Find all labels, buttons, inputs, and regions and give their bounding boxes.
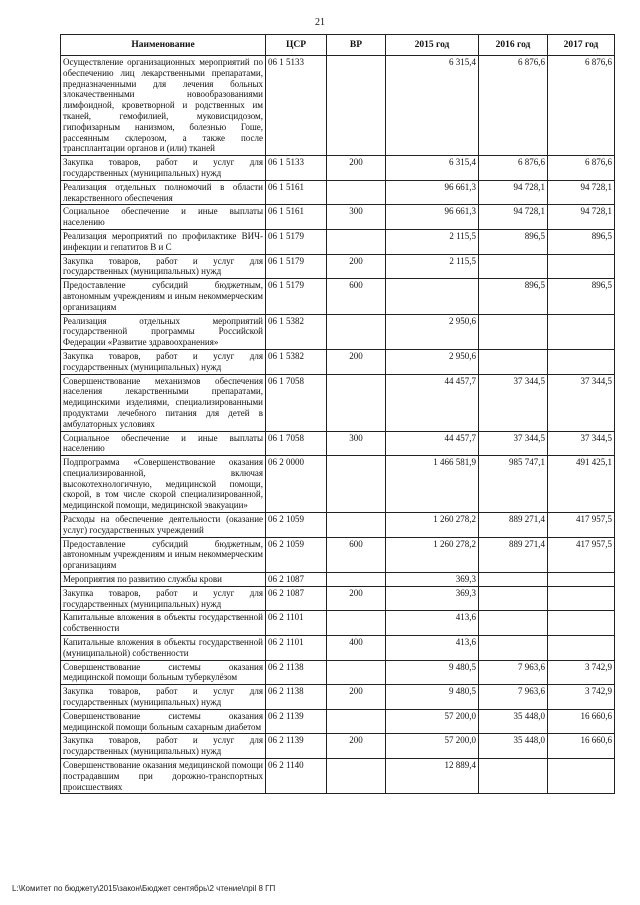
row-csr-cell: 06 2 1138 — [266, 685, 327, 710]
row-2015-cell: 1 260 278,2 — [386, 537, 479, 572]
row-vr-cell: 600 — [327, 279, 386, 314]
row-name-cell: Совершенствование оказания медицинской помощи пострадавшим при дорожно-транспортных происшествиях — [61, 759, 266, 794]
table-row — [61, 513, 615, 538]
row-2015-cell: 369,3 — [386, 586, 479, 611]
row-name-cell: Закупка товаров, работ и услуг для государственных (муниципальных) нужд — [61, 349, 266, 374]
row-name-cell: Предоставление субсидий бюджетным, автономным учреждениям и иным некоммерческим организациям — [61, 537, 266, 572]
row-name-cell: Закупка товаров, работ и услуг для государственных (муниципальных) нужд — [61, 586, 266, 611]
row-2017-cell — [548, 636, 615, 661]
row-name-cell: Реализация отдельных мероприятий государственной программы Российской Федерации «Развитие здравоохранения» — [61, 314, 266, 349]
row-name-cell: Совершенствование механизмов обеспечения населения лекарственными препаратами, медицинскими изделиями, специализированными продуктами лечебного питания для детей в амбулаторных условиях — [61, 374, 266, 431]
row-2015-cell: 2 115,5 — [386, 229, 479, 254]
table-row — [61, 573, 615, 587]
row-csr-cell: 06 1 5382 — [266, 349, 327, 374]
table-row — [61, 374, 615, 431]
row-name-cell: Капитальные вложения в объекты государственной собственности — [61, 611, 266, 636]
row-2016-cell: 7 963,6 — [479, 685, 548, 710]
row-2015-cell: 1 466 581,9 — [386, 456, 479, 513]
row-vr-cell — [327, 709, 386, 734]
header-2015: 2015 год — [386, 35, 479, 56]
row-2016-cell: 37 344,5 — [479, 374, 548, 431]
row-2017-cell — [548, 254, 615, 279]
row-2017-cell: 3 742,9 — [548, 685, 615, 710]
row-vr-cell — [327, 180, 386, 205]
row-vr-cell — [327, 456, 386, 513]
row-vr-cell: 200 — [327, 156, 386, 181]
row-2017-cell: 37 344,5 — [548, 431, 615, 456]
row-2015-cell: 2 115,5 — [386, 254, 479, 279]
row-2015-cell — [386, 279, 479, 314]
row-2016-cell: 896,5 — [479, 229, 548, 254]
row-2017-cell — [548, 349, 615, 374]
row-name-cell: Подпрограмма «Совершенствование оказания специализированной, включая высокотехнологичную, медицинской помощи, скорой, в том числе скорой специализированной, медицинской помощи, медицинской эвакуации» — [61, 456, 266, 513]
row-csr-cell: 06 1 5133 — [266, 56, 327, 156]
row-2016-cell — [479, 349, 548, 374]
row-2016-cell: 94 728,1 — [479, 180, 548, 205]
row-name-cell: Предоставление субсидий бюджетным, автономным учреждениям и иным некоммерческим организациям — [61, 279, 266, 314]
row-2015-cell: 6 315,4 — [386, 56, 479, 156]
row-vr-cell: 400 — [327, 636, 386, 661]
row-csr-cell: 06 2 1087 — [266, 586, 327, 611]
table-row — [61, 279, 615, 314]
row-name-cell: Закупка товаров, работ и услуг для государственных (муниципальных) нужд — [61, 156, 266, 181]
table-row — [61, 314, 615, 349]
row-2015-cell: 96 661,3 — [386, 180, 479, 205]
row-vr-cell: 200 — [327, 349, 386, 374]
row-2015-cell: 413,6 — [386, 611, 479, 636]
row-vr-cell: 200 — [327, 685, 386, 710]
row-vr-cell: 300 — [327, 205, 386, 230]
row-2016-cell: 37 344,5 — [479, 431, 548, 456]
row-vr-cell — [327, 314, 386, 349]
row-2017-cell: 491 425,1 — [548, 456, 615, 513]
row-2017-cell: 94 728,1 — [548, 180, 615, 205]
row-2017-cell: 896,5 — [548, 279, 615, 314]
row-csr-cell: 06 2 1140 — [266, 759, 327, 794]
row-vr-cell — [327, 374, 386, 431]
row-2015-cell: 9 480,5 — [386, 660, 479, 685]
row-name-cell: Расходы на обеспечение деятельности (оказание услуг) государственных учреждений — [61, 513, 266, 538]
row-2015-cell: 96 661,3 — [386, 205, 479, 230]
table-row — [61, 349, 615, 374]
row-name-cell: Совершенствование системы оказания медицинской помощи больным сахарным диабетом — [61, 709, 266, 734]
row-2015-cell: 9 480,5 — [386, 685, 479, 710]
row-vr-cell — [327, 573, 386, 587]
row-csr-cell: 06 1 5179 — [266, 229, 327, 254]
row-2017-cell: 3 742,9 — [548, 660, 615, 685]
row-2015-cell: 1 260 278,2 — [386, 513, 479, 538]
row-vr-cell — [327, 513, 386, 538]
row-vr-cell: 300 — [327, 431, 386, 456]
row-csr-cell: 06 2 1101 — [266, 636, 327, 661]
row-2016-cell: 6 876,6 — [479, 156, 548, 181]
table-row — [61, 759, 615, 794]
row-name-cell: Реализация мероприятий по профилактике ВИЧ-инфекции и гепатитов B и C — [61, 229, 266, 254]
row-vr-cell: 600 — [327, 537, 386, 572]
row-2016-cell — [479, 314, 548, 349]
table-header-row — [61, 35, 615, 56]
row-2016-cell: 896,5 — [479, 279, 548, 314]
header-2017: 2017 год — [548, 35, 615, 56]
row-2017-cell: 417 957,5 — [548, 513, 615, 538]
row-2016-cell: 985 747,1 — [479, 456, 548, 513]
row-csr-cell: 06 2 1139 — [266, 734, 327, 759]
row-csr-cell: 06 1 5179 — [266, 254, 327, 279]
row-2015-cell: 57 200,0 — [386, 734, 479, 759]
row-csr-cell: 06 1 5161 — [266, 180, 327, 205]
table-row — [61, 56, 615, 156]
budget-table — [60, 34, 615, 794]
row-csr-cell: 06 1 5179 — [266, 279, 327, 314]
row-csr-cell: 06 2 1087 — [266, 573, 327, 587]
row-vr-cell — [327, 56, 386, 156]
row-2017-cell — [548, 314, 615, 349]
row-csr-cell: 06 2 1101 — [266, 611, 327, 636]
table-row — [61, 611, 615, 636]
row-2017-cell: 896,5 — [548, 229, 615, 254]
row-name-cell: Совершенствование системы оказания медицинской помощи больным туберкулёзом — [61, 660, 266, 685]
row-name-cell: Реализация отдельных полномочий в области лекарственного обеспечения — [61, 180, 266, 205]
table-body — [61, 56, 615, 794]
row-2017-cell — [548, 759, 615, 794]
row-2016-cell — [479, 586, 548, 611]
row-2015-cell: 44 457,7 — [386, 431, 479, 456]
table-row — [61, 537, 615, 572]
row-csr-cell: 06 1 5161 — [266, 205, 327, 230]
row-2017-cell: 6 876,6 — [548, 156, 615, 181]
row-2015-cell: 369,3 — [386, 573, 479, 587]
row-2017-cell: 417 957,5 — [548, 537, 615, 572]
row-csr-cell: 06 2 1059 — [266, 513, 327, 538]
row-2017-cell: 37 344,5 — [548, 374, 615, 431]
row-name-cell: Капитальные вложения в объекты государственной (муниципальной) собственности — [61, 636, 266, 661]
row-vr-cell: 200 — [327, 254, 386, 279]
row-2015-cell: 6 315,4 — [386, 156, 479, 181]
row-2016-cell — [479, 759, 548, 794]
table-row — [61, 229, 615, 254]
row-2017-cell — [548, 611, 615, 636]
file-path-footer: L:\Комитет по бюджету\2015\закон\Бюджет сентябрь\2 чтение\прil 8 ГП — [12, 884, 276, 893]
table-row — [61, 709, 615, 734]
row-csr-cell: 06 1 5382 — [266, 314, 327, 349]
row-csr-cell: 06 2 1139 — [266, 709, 327, 734]
header-2016: 2016 год — [479, 35, 548, 56]
row-2015-cell: 2 950,6 — [386, 314, 479, 349]
header-vr: ВР — [327, 35, 386, 56]
row-2017-cell — [548, 586, 615, 611]
table-row — [61, 586, 615, 611]
row-csr-cell: 06 1 7058 — [266, 374, 327, 431]
row-2016-cell: 94 728,1 — [479, 205, 548, 230]
row-vr-cell — [327, 229, 386, 254]
table-row — [61, 254, 615, 279]
header-csr: ЦСР — [266, 35, 327, 56]
row-2016-cell: 35 448,0 — [479, 734, 548, 759]
row-vr-cell — [327, 611, 386, 636]
row-2015-cell: 413,6 — [386, 636, 479, 661]
row-2015-cell: 12 889,4 — [386, 759, 479, 794]
row-name-cell: Мероприятия по развитию службы крови — [61, 573, 266, 587]
table-row — [61, 734, 615, 759]
row-csr-cell: 06 2 0000 — [266, 456, 327, 513]
row-vr-cell: 200 — [327, 586, 386, 611]
row-2015-cell: 57 200,0 — [386, 709, 479, 734]
row-2017-cell: 6 876,6 — [548, 56, 615, 156]
row-2016-cell: 7 963,6 — [479, 660, 548, 685]
row-vr-cell — [327, 759, 386, 794]
row-2015-cell: 2 950,6 — [386, 349, 479, 374]
row-2016-cell: 889 271,4 — [479, 513, 548, 538]
header-name: Наименование — [61, 35, 266, 56]
table-row — [61, 156, 615, 181]
row-2016-cell: 889 271,4 — [479, 537, 548, 572]
row-name-cell: Закупка товаров, работ и услуг для государственных (муниципальных) нужд — [61, 685, 266, 710]
table-row — [61, 205, 615, 230]
row-name-cell: Социальное обеспечение и иные выплаты населению — [61, 431, 266, 456]
row-2017-cell: 16 660,6 — [548, 709, 615, 734]
row-2017-cell: 16 660,6 — [548, 734, 615, 759]
row-2016-cell: 35 448,0 — [479, 709, 548, 734]
table-row — [61, 431, 615, 456]
row-vr-cell: 200 — [327, 734, 386, 759]
row-csr-cell: 06 2 1059 — [266, 537, 327, 572]
row-2016-cell: 6 876,6 — [479, 56, 548, 156]
row-csr-cell: 06 2 1138 — [266, 660, 327, 685]
table-row — [61, 636, 615, 661]
row-2016-cell — [479, 573, 548, 587]
row-name-cell: Закупка товаров, работ и услуг для государственных (муниципальных) нужд — [61, 734, 266, 759]
table-row — [61, 685, 615, 710]
row-vr-cell — [327, 660, 386, 685]
row-csr-cell: 06 1 7058 — [266, 431, 327, 456]
row-name-cell: Осуществление организационных мероприятий по обеспечению лиц лекарственными препаратами, предназначенными для лечения больных злокачественными новообразованиями лимфоидной, кроветворной и родственных им тканей, гемофилией, муковисцидозом, гипофизарным нанизмом, болезнью Гоше, рассеянным склерозом, а также после трансплантации органов и (или) тканей — [61, 56, 266, 156]
table-row — [61, 660, 615, 685]
row-csr-cell: 06 1 5133 — [266, 156, 327, 181]
row-2016-cell — [479, 254, 548, 279]
row-2017-cell: 94 728,1 — [548, 205, 615, 230]
page-number: 21 — [315, 17, 325, 28]
table-row — [61, 456, 615, 513]
row-2017-cell — [548, 573, 615, 587]
row-name-cell: Социальное обеспечение и иные выплаты населению — [61, 205, 266, 230]
row-name-cell: Закупка товаров, работ и услуг для государственных (муниципальных) нужд — [61, 254, 266, 279]
table-row — [61, 180, 615, 205]
row-2016-cell — [479, 636, 548, 661]
row-2015-cell: 44 457,7 — [386, 374, 479, 431]
row-2016-cell — [479, 611, 548, 636]
